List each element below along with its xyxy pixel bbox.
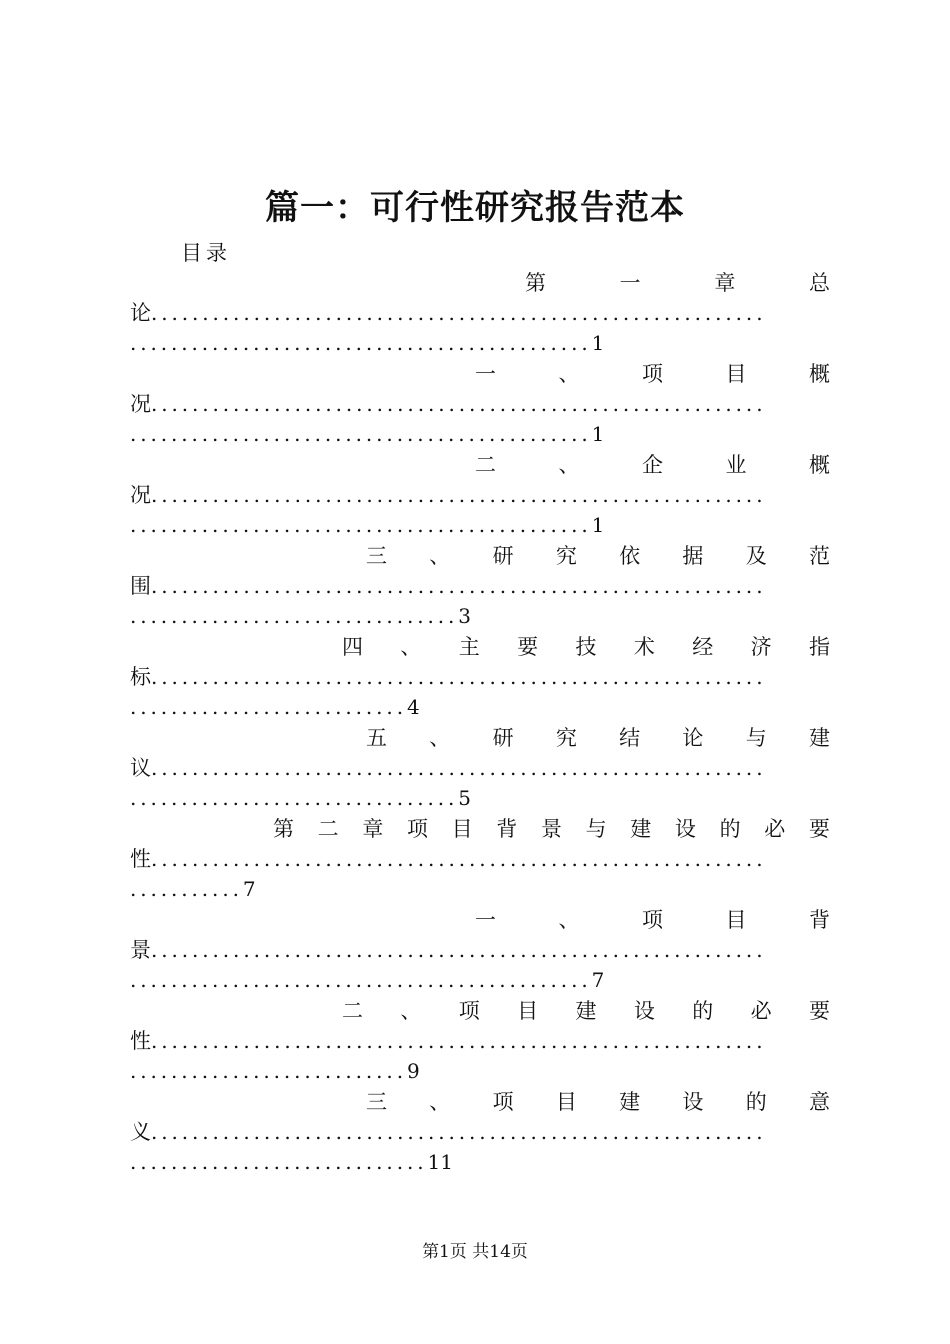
toc-page-number: 1 xyxy=(591,331,605,355)
toc-title-char: 必 xyxy=(764,817,786,841)
toc-entry[interactable] xyxy=(130,541,830,632)
toc-title-char: 项 xyxy=(642,908,663,932)
toc-title-char: 景 xyxy=(540,817,562,841)
toc-page-line xyxy=(130,328,830,359)
toc-title-char: 依 xyxy=(619,544,641,568)
toc-title-char: 目 xyxy=(725,362,747,386)
toc-title-char: 究 xyxy=(555,544,577,568)
table-of-contents xyxy=(130,268,830,1178)
toc-title-char: 项 xyxy=(406,817,428,841)
toc-page-line xyxy=(130,692,830,723)
toc-page-line xyxy=(130,510,830,541)
toc-title-char: 、 xyxy=(558,908,580,932)
toc-title-char: 章 xyxy=(714,271,736,295)
toc-page-number: 1 xyxy=(591,513,605,537)
toc-entry[interactable] xyxy=(130,268,830,359)
dot-leader: ............................................................ xyxy=(151,392,767,416)
toc-title-char: 的 xyxy=(745,1090,767,1114)
toc-title-char: 结 xyxy=(619,726,641,750)
toc-title-char: 目 xyxy=(725,908,747,932)
toc-title-char: 、 xyxy=(558,453,580,477)
toc-title-last-char: 义 xyxy=(130,1120,151,1144)
toc-title-char: 建 xyxy=(630,817,652,841)
toc-leader-line xyxy=(130,389,830,419)
dot-leader: ............................................. xyxy=(130,968,592,992)
toc-entry[interactable] xyxy=(130,632,830,723)
toc-entry-title xyxy=(366,541,830,571)
toc-page-line xyxy=(130,783,830,814)
toc-entry-title xyxy=(273,814,830,844)
toc-page-number: 7 xyxy=(242,877,256,901)
toc-leader-line xyxy=(130,844,830,874)
dot-leader: ............................. xyxy=(130,1150,428,1174)
toc-title-char: 三 xyxy=(366,1090,387,1114)
dot-leader: ............................................................ xyxy=(151,938,767,962)
toc-title-last-char: 况 xyxy=(130,392,151,416)
toc-entry[interactable] xyxy=(130,450,830,541)
toc-page-line xyxy=(130,965,830,996)
toc-title-char: 意 xyxy=(808,1090,830,1114)
toc-page-line xyxy=(130,874,830,905)
toc-leader-line xyxy=(130,480,830,510)
toc-title-char: 目 xyxy=(517,999,539,1023)
toc-leader-line xyxy=(130,935,830,965)
page-footer: 第1页 共14页 xyxy=(422,1242,528,1262)
toc-leader-line xyxy=(130,1026,830,1056)
toc-title-char: 背 xyxy=(809,908,830,932)
toc-title-char: 业 xyxy=(725,453,747,477)
toc-title-last-char: 论 xyxy=(130,301,151,325)
toc-entry-title xyxy=(366,1087,830,1117)
toc-title-char: 、 xyxy=(400,999,422,1023)
toc-title-char: 与 xyxy=(585,817,607,841)
toc-title-char: 要 xyxy=(808,817,830,841)
toc-leader-line xyxy=(130,753,830,783)
toc-title-char: 要 xyxy=(809,999,830,1023)
toc-title-char: 、 xyxy=(400,635,422,659)
dot-leader: ............................................. xyxy=(130,422,592,446)
toc-entry-title xyxy=(475,905,830,935)
toc-title-char: 一 xyxy=(475,908,496,932)
toc-title-char: 指 xyxy=(809,635,830,659)
toc-title-char: 第 xyxy=(525,271,546,295)
toc-title-last-char: 景 xyxy=(130,938,151,962)
toc-title-char: 、 xyxy=(558,362,580,386)
toc-title-last-char: 性 xyxy=(130,847,151,871)
toc-leader-line xyxy=(130,298,830,328)
dot-leader: ............................................................ xyxy=(151,1120,767,1144)
toc-title-char: 、 xyxy=(429,1090,451,1114)
toc-title-char: 四 xyxy=(342,635,363,659)
toc-title-char: 与 xyxy=(745,726,767,750)
dot-leader: ............................................................ xyxy=(151,483,767,507)
toc-entry-title xyxy=(475,359,830,389)
toc-title-last-char: 况 xyxy=(130,483,151,507)
toc-title-char: 论 xyxy=(682,726,704,750)
toc-page-line xyxy=(130,1147,830,1178)
toc-title-char: 技 xyxy=(575,635,597,659)
toc-page-line xyxy=(130,601,830,632)
toc-title-char: 要 xyxy=(517,635,539,659)
toc-title-char: 三 xyxy=(366,544,387,568)
toc-title-char: 设 xyxy=(674,817,696,841)
toc-title-char: 章 xyxy=(362,817,384,841)
page-title: 篇一：可行性研究报告范本 xyxy=(265,188,685,228)
toc-title-char: 项 xyxy=(642,362,663,386)
toc-title-char: 企 xyxy=(642,453,663,477)
toc-entry-title xyxy=(342,632,830,662)
dot-leader: ............................................................ xyxy=(151,574,767,598)
toc-title-char: 建 xyxy=(575,999,597,1023)
toc-title-char: 二 xyxy=(475,453,496,477)
toc-title-char: 研 xyxy=(492,726,514,750)
dot-leader: ........................... xyxy=(130,1059,407,1083)
toc-title-char: 术 xyxy=(633,635,655,659)
toc-title-char: 建 xyxy=(808,726,830,750)
toc-page-number: 3 xyxy=(458,604,471,628)
toc-title-char: 目 xyxy=(555,1090,577,1114)
toc-title-char: 设 xyxy=(682,1090,704,1114)
toc-page-number: 7 xyxy=(591,968,605,992)
toc-entry-title xyxy=(342,996,830,1026)
toc-leader-line xyxy=(130,571,830,601)
toc-page-number: 11 xyxy=(427,1150,453,1174)
toc-entry-title xyxy=(475,450,830,480)
toc-title-last-char: 围 xyxy=(130,574,151,598)
dot-leader: ............................................................ xyxy=(151,847,767,871)
toc-title-char: 项 xyxy=(458,999,480,1023)
toc-title-char: 总 xyxy=(808,271,830,295)
toc-title-char: 必 xyxy=(750,999,772,1023)
toc-title-char: 济 xyxy=(750,635,772,659)
toc-title-char: 据 xyxy=(682,544,704,568)
toc-entry[interactable] xyxy=(130,1087,830,1178)
toc-heading: 目录 xyxy=(181,241,231,265)
toc-title-char: 主 xyxy=(458,635,480,659)
toc-leader-line xyxy=(130,662,830,692)
toc-title-char: 一 xyxy=(619,271,641,295)
toc-title-char: 建 xyxy=(619,1090,641,1114)
toc-title-last-char: 标 xyxy=(130,665,151,689)
toc-title-last-char: 性 xyxy=(130,1029,151,1053)
dot-leader: ............................................................ xyxy=(151,1029,767,1053)
toc-title-char: 概 xyxy=(809,453,830,477)
toc-title-char: 第 xyxy=(273,817,294,841)
toc-title-char: 概 xyxy=(809,362,830,386)
toc-entry-title xyxy=(525,268,830,298)
dot-leader: ........................... xyxy=(130,695,407,719)
toc-entry[interactable] xyxy=(130,905,830,996)
toc-page-number: 5 xyxy=(458,786,471,810)
toc-entry[interactable] xyxy=(130,723,830,814)
toc-title-char: 范 xyxy=(808,544,830,568)
dot-leader: ............................................................ xyxy=(151,756,767,780)
toc-page-number: 1 xyxy=(591,422,605,446)
toc-title-char: 、 xyxy=(429,726,451,750)
dot-leader: ................................ xyxy=(130,786,459,810)
dot-leader: ............................................................ xyxy=(151,665,767,689)
toc-entry[interactable] xyxy=(130,996,830,1087)
dot-leader: ........... xyxy=(130,877,243,901)
toc-title-char: 一 xyxy=(475,362,496,386)
toc-title-last-char: 议 xyxy=(130,756,151,780)
toc-title-char: 目 xyxy=(451,817,473,841)
toc-title-char: 五 xyxy=(366,726,387,750)
toc-page-number: 9 xyxy=(406,1059,420,1083)
toc-title-char: 的 xyxy=(692,999,714,1023)
dot-leader: ............................................................ xyxy=(151,301,767,325)
toc-title-char: 及 xyxy=(745,544,767,568)
dot-leader: ............................................. xyxy=(130,513,592,537)
toc-title-char: 背 xyxy=(496,817,518,841)
dot-leader: ................................ xyxy=(130,604,459,628)
toc-title-char: 二 xyxy=(342,999,363,1023)
toc-page-line xyxy=(130,419,830,450)
toc-page-line xyxy=(130,1056,830,1087)
toc-title-char: 究 xyxy=(555,726,577,750)
dot-leader: ............................................. xyxy=(130,331,592,355)
toc-title-char: 的 xyxy=(719,817,741,841)
toc-leader-line xyxy=(130,1117,830,1147)
toc-title-char: 经 xyxy=(692,635,714,659)
toc-title-char: 二 xyxy=(317,817,339,841)
toc-title-char: 设 xyxy=(633,999,655,1023)
toc-entry[interactable] xyxy=(130,359,830,450)
toc-entry[interactable] xyxy=(130,814,830,905)
toc-title-char: 项 xyxy=(492,1090,514,1114)
toc-title-char: 研 xyxy=(492,544,514,568)
toc-page-number: 4 xyxy=(406,695,420,719)
toc-title-char: 、 xyxy=(429,544,451,568)
toc-entry-title xyxy=(366,723,830,753)
